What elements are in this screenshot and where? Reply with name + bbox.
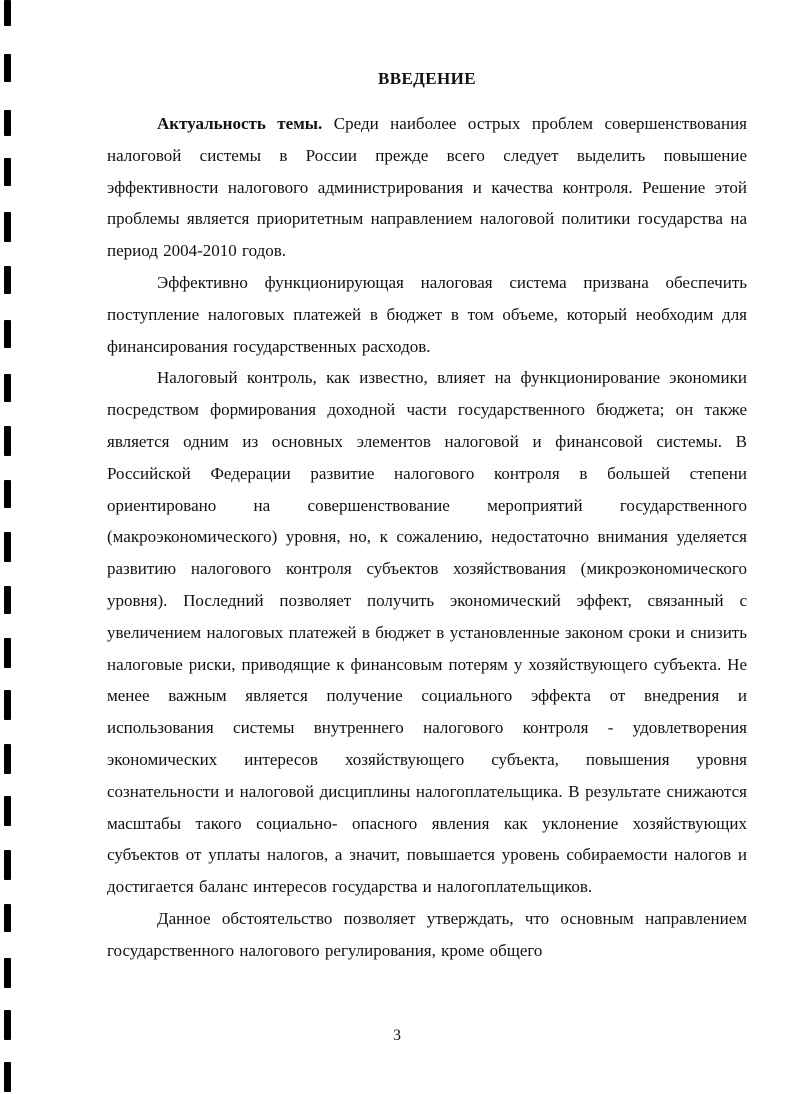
binding-mark <box>4 320 11 348</box>
binding-mark <box>4 586 11 614</box>
binding-mark <box>4 904 11 932</box>
binding-mark <box>4 54 11 82</box>
binding-mark <box>4 158 11 186</box>
binding-marks <box>0 0 14 1094</box>
paragraph: Эффективно функционирующая налоговая система призвана обеспечить поступление налоговых платежей в бюджет в том объеме, который необходим для финансирования государственных расходов. <box>107 272 747 356</box>
paragraph-relevance <box>107 108 747 267</box>
binding-mark <box>4 212 11 242</box>
paragraph: Налоговый контроль, как известно, влияет на функционирование экономики посредством формирования доходной части государственного бюджета; он также является одним из основных элементов налоговой и финансовой системы. В Российской Федерации развитие налогового контроля в большей степени ориентировано на совершенствование мероприятий государственного (макроэкономического) уровня, но, к сожалению, недостаточно внимания уделяется развитию налогового контроля субъектов хозяйствования (микроэкономического уровня). Последний позволяет получить экономический эффект, связанный с увеличением налоговых платежей в бюджет в установленные законом сроки и снизить налоговые риски, приводящие к финансовым потерям у хозяйствующего субъекта. Не менее важным является получение социального эффекта от внедрения и использования системы внутреннего налогового контроля - удовлетворения экономических интересов хозяйствующего субъекта, повышения уровня сознательности и налоговой дисциплины налогоплательщика. В результате снижаются масштабы такого социально- опасного явления как уклонение хозяйствующих субъектов от уплаты налогов, а значит, повышается уровень собираемости налогов и достигается баланс интересов государства и налогоплательщиков. <box>107 368 747 897</box>
binding-mark <box>4 638 11 668</box>
binding-mark <box>4 744 11 774</box>
binding-mark <box>4 480 11 508</box>
paragraph: Данное обстоятельство позволяет утверждать, что основным направлением государственного налогового регулирования, кроме общего <box>107 908 747 960</box>
binding-mark <box>4 850 11 880</box>
binding-mark <box>4 532 11 562</box>
relevance-heading: Актуальность темы. <box>157 114 323 133</box>
page-number: 3 <box>393 1027 401 1044</box>
binding-mark <box>4 0 11 26</box>
binding-mark <box>4 110 11 136</box>
page-title: ВВЕДЕНИЕ <box>377 69 477 88</box>
binding-mark <box>4 1062 11 1092</box>
document-page <box>107 64 747 967</box>
binding-mark <box>4 266 11 294</box>
paragraph-text: Среди наиболее острых проблем совершенствования налоговой системы в России прежде всего следует выделить повышение эффективности налогового администрирования и качества контроля. Решение этой проблемы является приоритетным направлением налоговой политики государства на период 2004-2010 годов. <box>107 114 747 261</box>
binding-mark <box>4 426 11 456</box>
binding-mark <box>4 796 11 826</box>
binding-mark <box>4 374 11 402</box>
binding-mark <box>4 690 11 720</box>
binding-mark <box>4 958 11 988</box>
